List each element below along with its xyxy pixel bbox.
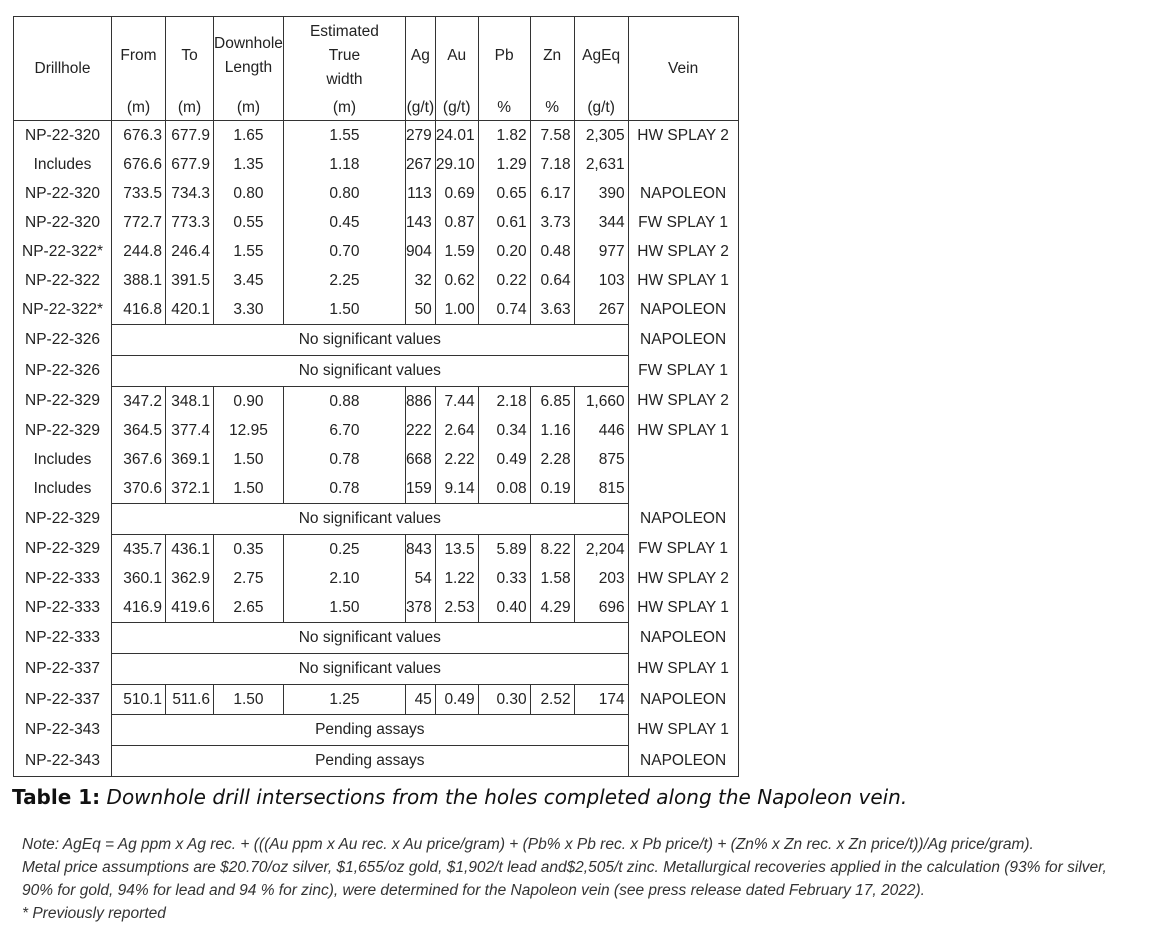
- cell-drillhole: NP-22-333: [14, 593, 112, 623]
- cell-pb: 2.18: [478, 387, 530, 417]
- cell-zn: 7.18: [530, 150, 574, 179]
- cell-ag: 267: [405, 150, 435, 179]
- cell-ag: 143: [405, 208, 435, 237]
- table-row: [14, 593, 739, 623]
- drill-intersections-table: [13, 16, 739, 777]
- cell-au: 1.22: [435, 564, 478, 593]
- cell-pb: 0.33: [478, 564, 530, 593]
- cell-pb: 0.74: [478, 295, 530, 325]
- cell-vein: HW SPLAY 2: [628, 564, 738, 593]
- cell-pb: 0.22: [478, 266, 530, 295]
- table-row: [14, 325, 739, 356]
- footnote: [22, 833, 1122, 925]
- table-row: [14, 504, 739, 535]
- header-to: To: [166, 17, 214, 96]
- cell-ag: 279: [405, 121, 435, 151]
- cell-ageq: 2,204: [574, 535, 628, 565]
- cell-length: 0.55: [214, 208, 284, 237]
- cell-vein: NAPOLEON: [628, 685, 738, 715]
- table-row: [14, 150, 739, 179]
- cell-zn: 0.64: [530, 266, 574, 295]
- cell-width: 0.78: [283, 474, 405, 504]
- cell-pb: 0.20: [478, 237, 530, 266]
- cell-zn: 1.58: [530, 564, 574, 593]
- cell-vein: [628, 150, 738, 179]
- table-row: [14, 474, 739, 504]
- cell-pb: 0.34: [478, 416, 530, 445]
- cell-drillhole: NP-22-322*: [14, 295, 112, 325]
- header-au: Au: [435, 17, 478, 96]
- cell-au: 2.22: [435, 445, 478, 474]
- cell-vein: [628, 474, 738, 504]
- cell-zn: 7.58: [530, 121, 574, 151]
- cell-vein: HW SPLAY 1: [628, 593, 738, 623]
- unit-length: (m): [214, 95, 284, 121]
- cell-from: 244.8: [112, 237, 166, 266]
- cell-ageq: 2,305: [574, 121, 628, 151]
- cell-au: 2.64: [435, 416, 478, 445]
- cell-zn: 0.48: [530, 237, 574, 266]
- unit-ageq: (g/t): [574, 95, 628, 121]
- table-row: [14, 746, 739, 777]
- cell-drillhole: Includes: [14, 445, 112, 474]
- cell-au: 9.14: [435, 474, 478, 504]
- cell-drillhole: NP-22-333: [14, 564, 112, 593]
- cell-width: 0.25: [283, 535, 405, 565]
- cell-width: 1.25: [283, 685, 405, 715]
- cell-to: 734.3: [166, 179, 214, 208]
- cell-ageq: 344: [574, 208, 628, 237]
- cell-from: 416.9: [112, 593, 166, 623]
- cell-to: 391.5: [166, 266, 214, 295]
- cell-zn: 4.29: [530, 593, 574, 623]
- cell-from: 416.8: [112, 295, 166, 325]
- cell-au: 7.44: [435, 387, 478, 417]
- cell-to: 511.6: [166, 685, 214, 715]
- table-row: [14, 623, 739, 654]
- header-width-line1: Estimated: [309, 23, 379, 40]
- table-row: [14, 208, 739, 237]
- header-width-line3: width: [326, 71, 363, 88]
- cell-vein: [628, 445, 738, 474]
- cell-vein: FW SPLAY 1: [628, 208, 738, 237]
- cell-au: 0.62: [435, 266, 478, 295]
- cell-drillhole: NP-22-343: [14, 746, 112, 777]
- cell-from: 676.3: [112, 121, 166, 151]
- cell-length: 0.80: [214, 179, 284, 208]
- table-row: [14, 121, 739, 151]
- unit-ag: (g/t): [405, 95, 435, 121]
- footnote-formula: Note: AgEq = Ag ppm x Ag rec. + (((Au ppm x Au rec. x Au price/gram) + (Pb% x Pb rec. x Pb price/t) + (Zn% x Zn rec. x Zn price/t))/Ag price/gram).: [22, 836, 1034, 853]
- cell-au: 13.5: [435, 535, 478, 565]
- cell-vein: NAPOLEON: [628, 325, 738, 356]
- header-from: From: [112, 17, 166, 96]
- cell-ag: 886: [405, 387, 435, 417]
- cell-length: 1.50: [214, 685, 284, 715]
- cell-from: 388.1: [112, 266, 166, 295]
- cell-vein: FW SPLAY 1: [628, 356, 738, 387]
- cell-au: 0.87: [435, 208, 478, 237]
- cell-drillhole: NP-22-322*: [14, 237, 112, 266]
- cell-to: 377.4: [166, 416, 214, 445]
- cell-length: 2.65: [214, 593, 284, 623]
- cell-ageq: 174: [574, 685, 628, 715]
- cell-width: 1.50: [283, 593, 405, 623]
- cell-ageq: 977: [574, 237, 628, 266]
- cell-to: 436.1: [166, 535, 214, 565]
- cell-vein: HW SPLAY 1: [628, 416, 738, 445]
- header-length-line2: Length: [224, 59, 273, 76]
- cell-au: 2.53: [435, 593, 478, 623]
- cell-pb: 1.29: [478, 150, 530, 179]
- cell-vein: HW SPLAY 1: [628, 715, 738, 746]
- table-row: [14, 295, 739, 325]
- cell-length: 12.95: [214, 416, 284, 445]
- cell-width: 2.10: [283, 564, 405, 593]
- table-header: [14, 17, 739, 121]
- cell-status: No significant values: [112, 356, 629, 387]
- cell-to: 369.1: [166, 445, 214, 474]
- table-row: [14, 356, 739, 387]
- unit-pb: %: [478, 95, 530, 121]
- cell-vein: HW SPLAY 2: [628, 121, 738, 151]
- header-downhole-length: [214, 17, 284, 96]
- cell-drillhole: NP-22-320: [14, 208, 112, 237]
- cell-ag: 222: [405, 416, 435, 445]
- cell-from: 360.1: [112, 564, 166, 593]
- cell-to: 677.9: [166, 121, 214, 151]
- cell-vein: HW SPLAY 1: [628, 266, 738, 295]
- table-row: [14, 237, 739, 266]
- cell-ag: 668: [405, 445, 435, 474]
- cell-to: 773.3: [166, 208, 214, 237]
- cell-drillhole: NP-22-326: [14, 325, 112, 356]
- header-length-line1: Downhole: [214, 35, 283, 52]
- cell-pb: 0.08: [478, 474, 530, 504]
- cell-drillhole: NP-22-329: [14, 387, 112, 417]
- cell-ageq: 103: [574, 266, 628, 295]
- cell-status: Pending assays: [112, 746, 629, 777]
- cell-to: 420.1: [166, 295, 214, 325]
- cell-ag: 843: [405, 535, 435, 565]
- cell-ag: 50: [405, 295, 435, 325]
- cell-drillhole: NP-22-343: [14, 715, 112, 746]
- cell-length: 3.45: [214, 266, 284, 295]
- cell-zn: 2.28: [530, 445, 574, 474]
- cell-vein: FW SPLAY 1: [628, 535, 738, 565]
- cell-drillhole: NP-22-326: [14, 356, 112, 387]
- cell-from: 367.6: [112, 445, 166, 474]
- cell-pb: 0.40: [478, 593, 530, 623]
- cell-zn: 8.22: [530, 535, 574, 565]
- unit-from: (m): [112, 95, 166, 121]
- cell-width: 1.50: [283, 295, 405, 325]
- cell-width: 1.55: [283, 121, 405, 151]
- cell-length: 1.35: [214, 150, 284, 179]
- header-ag: Ag: [405, 17, 435, 96]
- table-row: [14, 416, 739, 445]
- table-row: [14, 654, 739, 685]
- cell-drillhole: NP-22-337: [14, 685, 112, 715]
- unit-width: (m): [283, 95, 405, 121]
- table-row: [14, 266, 739, 295]
- cell-from: 676.6: [112, 150, 166, 179]
- cell-to: 246.4: [166, 237, 214, 266]
- table-row: [14, 685, 739, 715]
- table-body: [14, 121, 739, 777]
- cell-pb: 0.30: [478, 685, 530, 715]
- table-row: [14, 564, 739, 593]
- cell-from: 510.1: [112, 685, 166, 715]
- cell-width: 2.25: [283, 266, 405, 295]
- header-true-width: [283, 17, 405, 96]
- cell-drillhole: Includes: [14, 150, 112, 179]
- cell-ageq: 815: [574, 474, 628, 504]
- cell-vein: HW SPLAY 1: [628, 654, 738, 685]
- cell-ag: 159: [405, 474, 435, 504]
- cell-from: 364.5: [112, 416, 166, 445]
- caption-text: Downhole drill intersections from the holes completed along the Napoleon vein.: [106, 785, 908, 809]
- table-row: [14, 179, 739, 208]
- cell-ageq: 390: [574, 179, 628, 208]
- unit-au: (g/t): [435, 95, 478, 121]
- cell-zn: 2.52: [530, 685, 574, 715]
- cell-pb: 5.89: [478, 535, 530, 565]
- table-caption: [12, 785, 907, 809]
- cell-vein: HW SPLAY 2: [628, 237, 738, 266]
- cell-vein: NAPOLEON: [628, 179, 738, 208]
- cell-from: 733.5: [112, 179, 166, 208]
- header-zn: Zn: [530, 17, 574, 96]
- cell-ageq: 875: [574, 445, 628, 474]
- cell-au: 0.69: [435, 179, 478, 208]
- cell-length: 2.75: [214, 564, 284, 593]
- cell-width: 0.70: [283, 237, 405, 266]
- cell-width: 0.88: [283, 387, 405, 417]
- cell-au: 1.59: [435, 237, 478, 266]
- cell-ag: 904: [405, 237, 435, 266]
- cell-width: 0.80: [283, 179, 405, 208]
- cell-ag: 54: [405, 564, 435, 593]
- cell-drillhole: NP-22-329: [14, 416, 112, 445]
- cell-zn: 6.85: [530, 387, 574, 417]
- cell-au: 0.49: [435, 685, 478, 715]
- cell-length: 1.65: [214, 121, 284, 151]
- cell-drillhole: NP-22-322: [14, 266, 112, 295]
- cell-vein: NAPOLEON: [628, 623, 738, 654]
- cell-drillhole: NP-22-329: [14, 535, 112, 565]
- cell-ageq: 203: [574, 564, 628, 593]
- cell-au: 1.00: [435, 295, 478, 325]
- cell-status: No significant values: [112, 504, 629, 535]
- cell-width: 6.70: [283, 416, 405, 445]
- cell-drillhole: NP-22-337: [14, 654, 112, 685]
- cell-status: No significant values: [112, 325, 629, 356]
- cell-vein: NAPOLEON: [628, 746, 738, 777]
- cell-drillhole: NP-22-329: [14, 504, 112, 535]
- cell-vein: NAPOLEON: [628, 504, 738, 535]
- cell-to: 348.1: [166, 387, 214, 417]
- cell-to: 677.9: [166, 150, 214, 179]
- table-row: [14, 715, 739, 746]
- unit-zn: %: [530, 95, 574, 121]
- cell-length: 1.50: [214, 445, 284, 474]
- cell-pb: 0.61: [478, 208, 530, 237]
- cell-from: 435.7: [112, 535, 166, 565]
- cell-width: 0.45: [283, 208, 405, 237]
- cell-zn: 0.19: [530, 474, 574, 504]
- cell-length: 3.30: [214, 295, 284, 325]
- cell-width: 1.18: [283, 150, 405, 179]
- cell-pb: 0.49: [478, 445, 530, 474]
- cell-ageq: 267: [574, 295, 628, 325]
- cell-vein: HW SPLAY 2: [628, 387, 738, 417]
- cell-ageq: 1,660: [574, 387, 628, 417]
- cell-status: Pending assays: [112, 715, 629, 746]
- header-vein: Vein: [628, 17, 738, 121]
- unit-to: (m): [166, 95, 214, 121]
- cell-status: No significant values: [112, 654, 629, 685]
- cell-drillhole: NP-22-333: [14, 623, 112, 654]
- cell-length: 0.90: [214, 387, 284, 417]
- cell-status: No significant values: [112, 623, 629, 654]
- cell-drillhole: Includes: [14, 474, 112, 504]
- cell-ageq: 696: [574, 593, 628, 623]
- cell-width: 0.78: [283, 445, 405, 474]
- cell-pb: 1.82: [478, 121, 530, 151]
- cell-ag: 113: [405, 179, 435, 208]
- table-row: [14, 387, 739, 417]
- cell-length: 1.55: [214, 237, 284, 266]
- cell-ag: 45: [405, 685, 435, 715]
- cell-length: 0.35: [214, 535, 284, 565]
- header-drillhole: Drillhole: [14, 17, 112, 121]
- cell-from: 772.7: [112, 208, 166, 237]
- cell-pb: 0.65: [478, 179, 530, 208]
- cell-ageq: 446: [574, 416, 628, 445]
- caption-label: Table 1:: [12, 785, 101, 809]
- footnote-previously-reported: * Previously reported: [22, 905, 166, 922]
- cell-from: 370.6: [112, 474, 166, 504]
- cell-ag: 378: [405, 593, 435, 623]
- cell-au: 29.10: [435, 150, 478, 179]
- cell-au: 24.01: [435, 121, 478, 151]
- header-width-line2: True: [328, 47, 361, 64]
- cell-drillhole: NP-22-320: [14, 121, 112, 151]
- header-ageq: AgEq: [574, 17, 628, 96]
- cell-to: 372.1: [166, 474, 214, 504]
- cell-zn: 1.16: [530, 416, 574, 445]
- cell-length: 1.50: [214, 474, 284, 504]
- cell-ageq: 2,631: [574, 150, 628, 179]
- cell-to: 419.6: [166, 593, 214, 623]
- cell-from: 347.2: [112, 387, 166, 417]
- table-row: [14, 535, 739, 565]
- cell-vein: NAPOLEON: [628, 295, 738, 325]
- cell-drillhole: NP-22-320: [14, 179, 112, 208]
- header-pb: Pb: [478, 17, 530, 96]
- cell-ag: 32: [405, 266, 435, 295]
- cell-zn: 6.17: [530, 179, 574, 208]
- footnote-assumptions: Metal price assumptions are $20.70/oz silver, $1,655/oz gold, $1,902/t lead and$2,505/t zinc. Metallurgical recoveries applied in the calculation (93% for silver, 90% for gold, 94% for lead and 94 % for zinc), were determined for the Napoleon vein (see press release dated February 17, 2022).: [22, 859, 1107, 899]
- table-row: [14, 445, 739, 474]
- cell-zn: 3.63: [530, 295, 574, 325]
- cell-zn: 3.73: [530, 208, 574, 237]
- cell-to: 362.9: [166, 564, 214, 593]
